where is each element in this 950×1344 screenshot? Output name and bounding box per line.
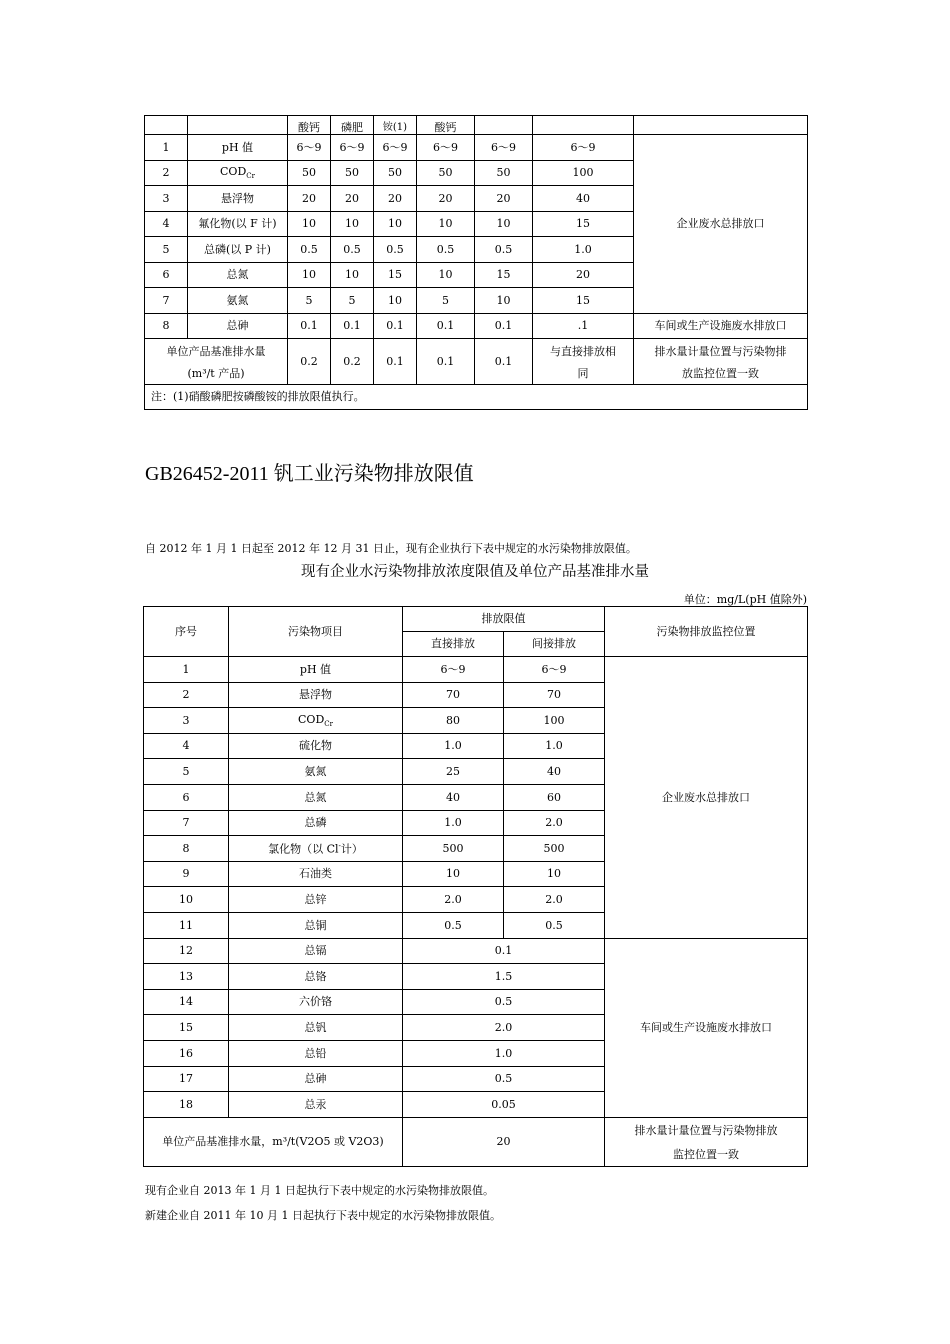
unit-discharge-row [145, 339, 808, 385]
limit-value: 20 [417, 186, 475, 212]
section-title: GB26452-2011 钒工业污染物排放限值 [145, 463, 474, 485]
row-number: 8 [145, 313, 188, 339]
row-number: 1 [144, 657, 229, 683]
indirect-value: 10 [504, 861, 605, 887]
row-number: 1 [145, 135, 188, 161]
limit-value: 0.1 [374, 313, 417, 339]
row-number: 10 [144, 887, 229, 913]
limit-value: 40 [533, 186, 634, 212]
limit-value: 20 [374, 186, 417, 212]
indirect-value: 100 [504, 708, 605, 734]
direct-value: 1.0 [403, 733, 504, 759]
pollutant-name: $COD_{Cr}$ [188, 160, 288, 186]
pollutant-name: 总砷 [229, 1066, 403, 1092]
direct-value: 80 [403, 708, 504, 734]
limit-value: 1.0 [403, 1040, 605, 1066]
unit-location: 排水量计量位置与污染物排 放监控位置一致 [634, 339, 808, 385]
header-cell: 酸钙 [417, 116, 475, 135]
indirect-value: 500 [504, 836, 605, 862]
limit-value: 6～9 [475, 135, 533, 161]
limit-value: 6～9 [533, 135, 634, 161]
header-cell [475, 116, 533, 135]
pollutant-name: pH 值 [188, 135, 288, 161]
limit-value: 1.5 [403, 964, 605, 990]
header-cell: 序号 [144, 607, 229, 657]
unit-discharge-label: 单位产品基准排水量 (m³/t 产品) [145, 339, 288, 385]
indirect-value: 6～9 [504, 657, 605, 683]
limit-value: 10 [288, 211, 331, 237]
direct-value: 500 [403, 836, 504, 862]
row-number: 12 [144, 938, 229, 964]
row-number: 2 [144, 682, 229, 708]
header-cell: 污染物项目 [229, 607, 403, 657]
direct-value: 6～9 [403, 657, 504, 683]
header-cell: 铵(1) [374, 116, 417, 135]
limit-value: 10 [475, 288, 533, 314]
limit-value: 10 [417, 211, 475, 237]
pollutant-name: 石油类 [229, 861, 403, 887]
pollutant-name: 氨氮 [229, 759, 403, 785]
direct-value: 0.5 [403, 912, 504, 938]
note-row [145, 385, 808, 410]
header-cell [145, 116, 188, 135]
unit-value: 20 [403, 1117, 605, 1166]
row-number: 3 [144, 708, 229, 734]
unit-value: 0.2 [331, 339, 374, 385]
limit-value: 0.5 [288, 237, 331, 263]
table-row [145, 313, 808, 339]
row-number: 7 [145, 288, 188, 314]
unit-discharge-row [144, 1117, 808, 1166]
row-number: 6 [145, 262, 188, 288]
pollutant-name: 硫化物 [229, 733, 403, 759]
header-cell [634, 116, 808, 135]
limit-value: 50 [475, 160, 533, 186]
unit-value: 0.2 [288, 339, 331, 385]
indirect-value: 0.5 [504, 912, 605, 938]
unit-value: 0.1 [475, 339, 533, 385]
table-row [144, 938, 808, 964]
table-header-row [144, 607, 808, 632]
row-number: 5 [145, 237, 188, 263]
pollutant-name: 氯化物（以 Cl-计） [229, 836, 403, 862]
limit-value: 0.5 [374, 237, 417, 263]
limit-value: 20 [533, 262, 634, 288]
indirect-value: 60 [504, 784, 605, 810]
pollutant-name: 总铜 [229, 912, 403, 938]
header-cell [188, 116, 288, 135]
limit-value: 0.5 [331, 237, 374, 263]
pollutant-name: 总钒 [229, 1015, 403, 1041]
limit-value: 0.5 [403, 989, 605, 1015]
pollutant-name: 总汞 [229, 1092, 403, 1118]
limit-value: 10 [374, 288, 417, 314]
unit-value: 0.1 [374, 339, 417, 385]
footer-text-new: 新建企业自 2011 年 10 月 1 日起执行下表中规定的水污染物排放限值。 [145, 1209, 501, 1222]
limit-value: 6～9 [331, 135, 374, 161]
row-number: 5 [144, 759, 229, 785]
direct-value: 70 [403, 682, 504, 708]
limit-value: 10 [331, 262, 374, 288]
row-number: 11 [144, 912, 229, 938]
direct-value: 10 [403, 861, 504, 887]
indirect-value: 2.0 [504, 887, 605, 913]
pollutant-name: 总氮 [188, 262, 288, 288]
header-cell: 污染物排放监控位置 [605, 607, 808, 657]
row-number: 7 [144, 810, 229, 836]
limit-value: 15 [533, 211, 634, 237]
limit-value: 10 [417, 262, 475, 288]
limit-value: 0.1 [331, 313, 374, 339]
limit-value: 5 [331, 288, 374, 314]
limit-value: 10 [331, 211, 374, 237]
row-number: 8 [144, 836, 229, 862]
direct-value: 1.0 [403, 810, 504, 836]
monitor-location: 企业废水总排放口 [605, 657, 808, 939]
limit-value: 6～9 [374, 135, 417, 161]
row-number: 4 [144, 733, 229, 759]
unit-note: 单位：mg/L(pH 值除外) [683, 593, 807, 606]
row-number: 16 [144, 1040, 229, 1066]
limit-value: 0.5 [403, 1066, 605, 1092]
header-cell: 直接排放 [403, 632, 504, 657]
monitor-location: 车间或生产设施废水排放口 [634, 313, 808, 339]
limit-value: 100 [533, 160, 634, 186]
monitor-location: 企业废水总排放口 [634, 135, 808, 314]
pollutant-name: 氨氮 [188, 288, 288, 314]
direct-value: 2.0 [403, 887, 504, 913]
limit-value: 10 [288, 262, 331, 288]
row-number: 3 [145, 186, 188, 212]
pollutant-name: 总砷 [188, 313, 288, 339]
row-number: 6 [144, 784, 229, 810]
table-row [145, 135, 808, 161]
limit-value: 0.1 [475, 313, 533, 339]
header-cell: 磷肥 [331, 116, 374, 135]
pollutant-name: $COD_{Cr}$ [229, 708, 403, 734]
limit-value: 15 [475, 262, 533, 288]
table-title: 现有企业水污染物排放浓度限值及单位产品基准排水量 [301, 564, 649, 580]
limit-value: 10 [475, 211, 533, 237]
limit-value: 0.1 [403, 938, 605, 964]
indirect-value: 70 [504, 682, 605, 708]
direct-value: 40 [403, 784, 504, 810]
table-note: 注：(1)硝酸磷肥按磷酸铵的排放限值执行。 [145, 385, 808, 410]
row-number: 15 [144, 1015, 229, 1041]
unit-location: 排水量计量位置与污染物排放 监控位置一致 [605, 1117, 808, 1166]
limit-value: 0.1 [288, 313, 331, 339]
limit-value: 0.5 [475, 237, 533, 263]
pollutant-name: pH 值 [229, 657, 403, 683]
pollutant-name: 总磷(以 P 计) [188, 237, 288, 263]
limit-value: 1.0 [533, 237, 634, 263]
indirect-value: 2.0 [504, 810, 605, 836]
table-vanadium-limits [143, 606, 808, 1167]
table-header-row [145, 116, 808, 135]
limit-value: 50 [331, 160, 374, 186]
row-number: 9 [144, 861, 229, 887]
row-number: 18 [144, 1092, 229, 1118]
limit-value: 5 [417, 288, 475, 314]
limit-value: 50 [374, 160, 417, 186]
limit-value: 50 [288, 160, 331, 186]
limit-value: 6～9 [288, 135, 331, 161]
pollutant-name: 总锌 [229, 887, 403, 913]
limit-value: 20 [331, 186, 374, 212]
limit-value: 20 [288, 186, 331, 212]
pollutant-name: 总氮 [229, 784, 403, 810]
pollutant-name: 氟化物(以 F 计) [188, 211, 288, 237]
pollutant-name: 总镉 [229, 938, 403, 964]
unit-discharge-label: 单位产品基准排水量，m³/t(V2O5 或 V2O3) [144, 1117, 403, 1166]
direct-value: 25 [403, 759, 504, 785]
table-phosphate-limits [144, 115, 808, 410]
table-row [144, 657, 808, 683]
footer-text-existing: 现有企业自 2013 年 1 月 1 日起执行下表中规定的水污染物排放限值。 [145, 1184, 494, 1197]
limit-value: 5 [288, 288, 331, 314]
limit-value: 0.05 [403, 1092, 605, 1118]
header-cell: 酸钙 [288, 116, 331, 135]
limit-value: 6～9 [417, 135, 475, 161]
unit-value: 0.1 [417, 339, 475, 385]
limit-value: .1 [533, 313, 634, 339]
row-number: 2 [145, 160, 188, 186]
limit-value: 50 [417, 160, 475, 186]
limit-value: 0.1 [417, 313, 475, 339]
pollutant-name: 总铬 [229, 964, 403, 990]
limit-value: 0.5 [417, 237, 475, 263]
row-number: 14 [144, 989, 229, 1015]
pollutant-name: 总铅 [229, 1040, 403, 1066]
row-number: 4 [145, 211, 188, 237]
limit-value: 20 [475, 186, 533, 212]
pollutant-name: 六价铬 [229, 989, 403, 1015]
limit-value: 2.0 [403, 1015, 605, 1041]
limit-value: 15 [374, 262, 417, 288]
row-number: 13 [144, 964, 229, 990]
limit-value: 10 [374, 211, 417, 237]
header-cell: 排放限值 [403, 607, 605, 632]
header-cell: 间接排放 [504, 632, 605, 657]
indirect-value: 40 [504, 759, 605, 785]
pollutant-name: 总磷 [229, 810, 403, 836]
intro-text: 自 2012 年 1 月 1 日起至 2012 年 12 月 31 日止，现有企业执行下表中规定的水污染物排放限值。 [145, 542, 637, 555]
row-number: 17 [144, 1066, 229, 1092]
unit-value: 与直接排放相 同 [533, 339, 634, 385]
header-cell [533, 116, 634, 135]
indirect-value: 1.0 [504, 733, 605, 759]
monitor-location: 车间或生产设施废水排放口 [605, 938, 808, 1117]
limit-value: 15 [533, 288, 634, 314]
pollutant-name: 悬浮物 [229, 682, 403, 708]
pollutant-name: 悬浮物 [188, 186, 288, 212]
